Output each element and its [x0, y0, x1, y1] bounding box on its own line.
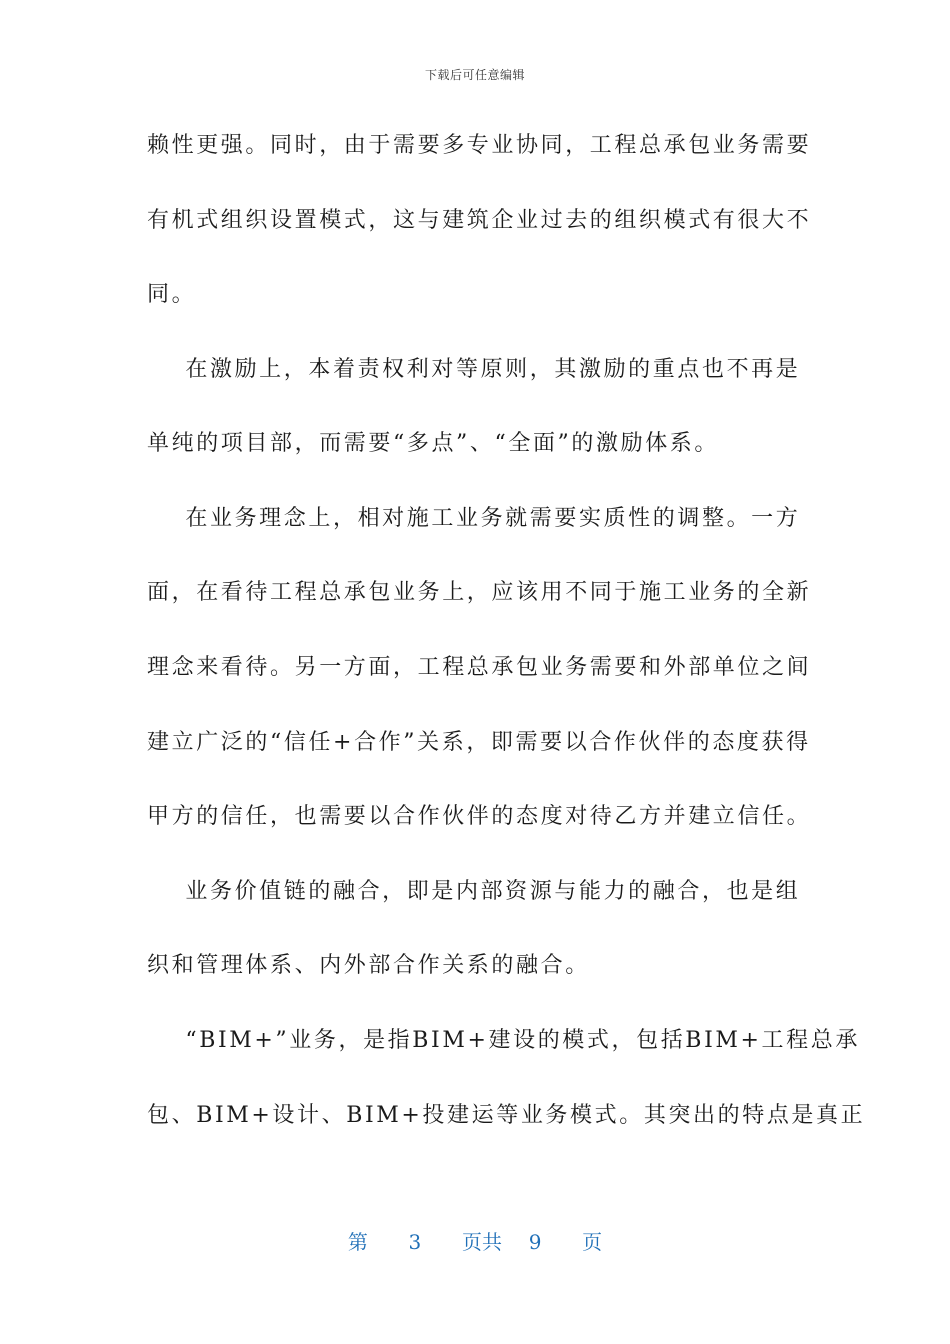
body-line-4: 在激励上，本着责权利对等原则，其激励的重点也不再是 [147, 357, 801, 382]
page-header: 下载后可任意编辑 [424, 68, 525, 82]
footer-prefix: 第 [347, 1230, 368, 1254]
page-footer [0, 1226, 950, 1255]
body-line-13: “BIM+”业务，是指BIM+建设的模式，包括BIM+工程总承 [147, 1028, 860, 1053]
body-line-11: 业务价值链的融合，即是内部资源与能力的融合，也是组 [147, 879, 801, 904]
body-line-12: 织和管理体系、内外部合作关系的融合。 [147, 953, 590, 978]
body-line-2: 有机式组织设置模式，这与建筑企业过去的组织模式有很大不 [147, 208, 812, 233]
body-line-3: 同。 [147, 282, 197, 307]
footer-total-pages: 9 [528, 1230, 542, 1254]
body-line-8: 理念来看待。另一方面，工程总承包业务需要和外部单位之间 [147, 655, 812, 680]
body-line-6: 在业务理念上，相对施工业务就需要实质性的调整。一方 [147, 506, 801, 531]
footer-suffix: 页 [582, 1230, 603, 1254]
footer-middle: 页共 [462, 1230, 502, 1254]
body-line-5: 单纯的项目部，而需要“多点”、“全面”的激励体系。 [147, 431, 719, 456]
body-line-9: 建立广泛的“信任+合作”关系，即需要以合作伙伴的态度获得 [147, 730, 811, 755]
body-line-1: 赖性更强。同时，由于需要多专业协同，工程总承包业务需要 [147, 133, 812, 158]
body-line-10: 甲方的信任，也需要以合作伙伴的态度对待乙方并建立信任。 [147, 804, 812, 829]
body-line-14: 包、BIM+设计、BIM+投建运等业务模式。其突出的特点是真正 [147, 1103, 866, 1128]
footer-page-number: 3 [408, 1230, 422, 1254]
body-line-7: 面，在看待工程总承包业务上，应该用不同于施工业务的全新 [147, 580, 812, 605]
